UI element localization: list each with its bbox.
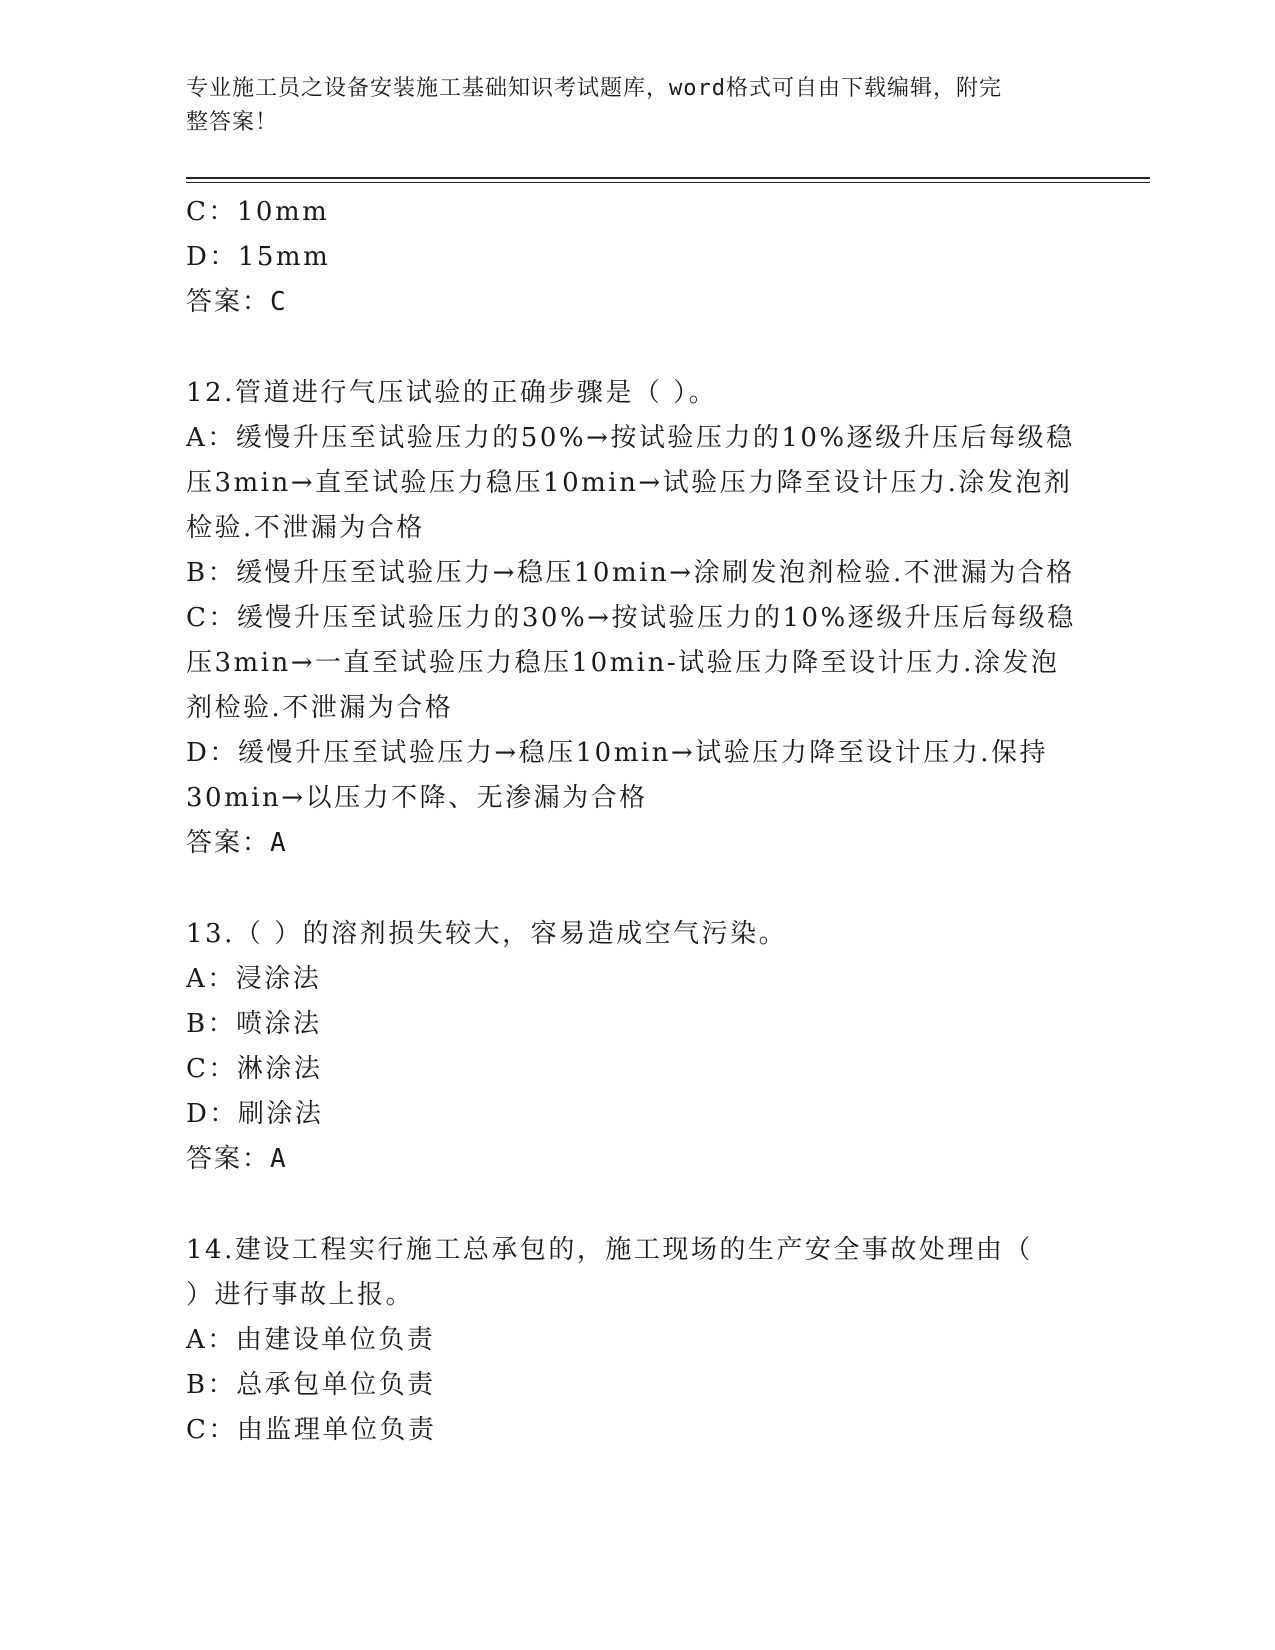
header-line-2: 整答案！	[186, 110, 279, 135]
document-header	[186, 72, 1066, 140]
question-gap	[186, 1182, 1086, 1228]
question-stem: 12.管道进行气压试验的正确步骤是（ ）。	[186, 378, 718, 408]
option-c-line-3: 剂检验.不泄漏为合格	[186, 693, 454, 723]
option-c: C：淋涂法	[186, 1054, 323, 1084]
header-divider	[186, 177, 1150, 183]
question-stem-line-1: 14.建设工程实行施工总承包的，施工现场的生产安全事故处理由（	[186, 1235, 1033, 1265]
question-12	[186, 371, 1086, 866]
answer: 答案：A	[186, 1144, 288, 1174]
question-gap	[186, 325, 1086, 371]
option-d-line-2: 30min→以压力不降、无渗漏为合格	[186, 783, 648, 813]
question-stem-line-2: ）进行事故上报。	[186, 1280, 415, 1310]
option-c-line-2: 压3min→一直至试验压力稳压10min-试验压力降至设计压力.涂发泡	[186, 648, 1060, 678]
question-stem: 13.（ ）的溶剂损失较大，容易造成空气污染。	[186, 919, 788, 949]
question-11-tail	[186, 190, 1086, 325]
option-a-line-1: A：缓慢升压至试验压力的50%→按试验压力的10%逐级升压后每级稳	[186, 423, 1075, 453]
option-c: C：10mm	[186, 197, 330, 227]
option-d-line-1: D：缓慢升压至试验压力→稳压10min→试验压力降至设计压力.保持	[186, 738, 1048, 768]
option-d: D：刷涂法	[186, 1099, 324, 1129]
question-gap	[186, 866, 1086, 912]
option-a: A：由建设单位负责	[186, 1325, 436, 1355]
header-line-1: 专业施工员之设备安装施工基础知识考试题库，word格式可自由下载编辑，附完	[186, 76, 1002, 101]
option-c: C：由监理单位负责	[186, 1415, 437, 1445]
option-a: A：浸涂法	[186, 964, 322, 994]
question-14	[186, 1228, 1086, 1453]
answer: 答案：C	[186, 287, 288, 317]
option-d: D：15mm	[186, 242, 331, 272]
question-13	[186, 912, 1086, 1182]
question-list	[186, 190, 1086, 1453]
option-b: B：缓慢升压至试验压力→稳压10min→涂刷发泡剂检验.不泄漏为合格	[186, 558, 1075, 588]
option-b: B：总承包单位负责	[186, 1370, 436, 1400]
option-a-line-2: 压3min→直至试验压力稳压10min→试验压力降至设计压力.涂发泡剂	[186, 468, 1073, 498]
option-c-line-1: C：缓慢升压至试验压力的30%→按试验压力的10%逐级升压后每级稳	[186, 603, 1076, 633]
option-a-line-3: 检验.不泄漏为合格	[186, 513, 425, 543]
answer: 答案：A	[186, 828, 288, 858]
option-b: B：喷涂法	[186, 1009, 322, 1039]
